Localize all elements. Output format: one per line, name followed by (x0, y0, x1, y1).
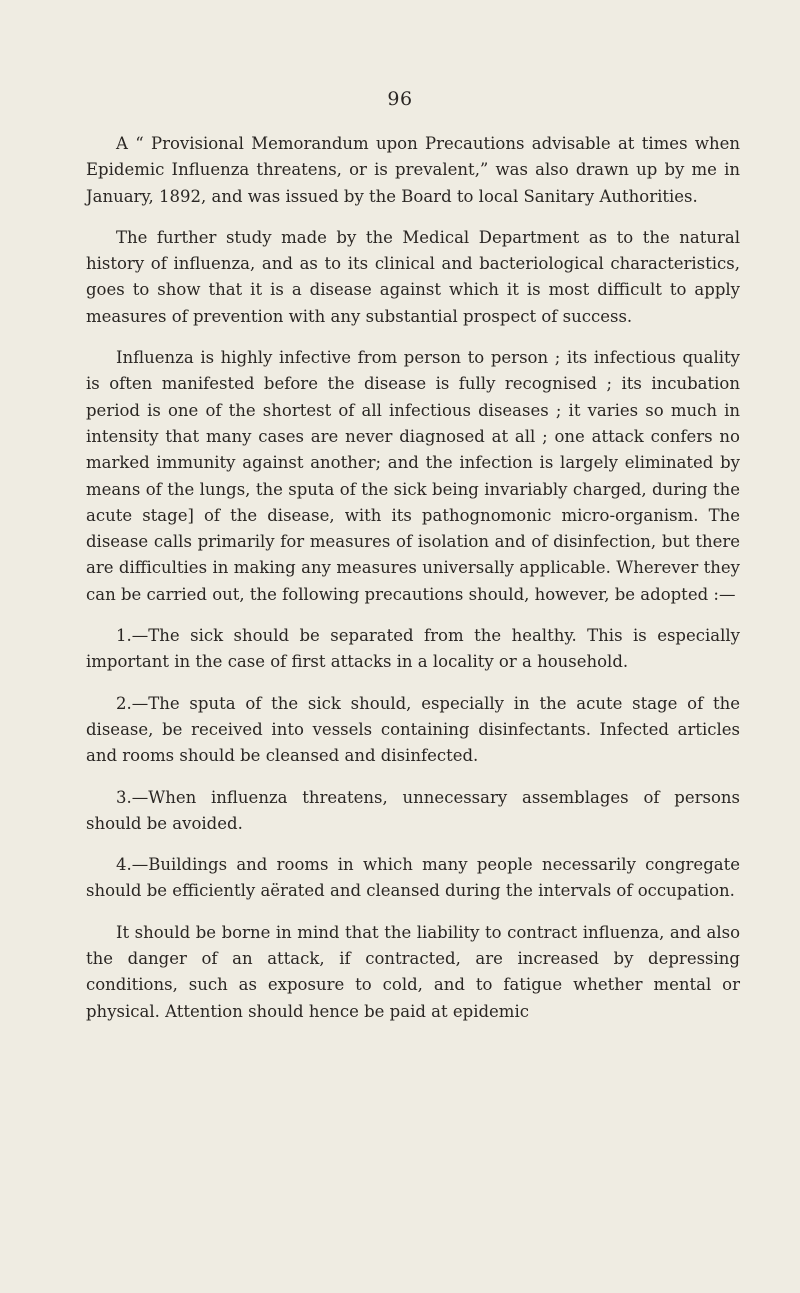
precaution-item-4: 4.—Buildings and rooms in which many people necessarily congregate should be efficiently aërated and cleansed during the intervals of occupation. (86, 855, 740, 901)
page-number: 96 (387, 88, 413, 110)
body-text (86, 131, 740, 1040)
paragraph-liability: It should be borne in mind that the liability to contract influenza, and also the danger of an attack, if contracted, are increased by depressing conditions, such as exposure to cold, and to fatigue whether mental or physical. Attention should hence be paid at epidemic (86, 922, 740, 1021)
precaution-item-3: 3.—When influenza threatens, unnecessary assemblages of persons should be avoided. (86, 787, 740, 833)
precaution-item-2: 2.—The sputa of the sick should, especially in the acute stage of the disease, be received into vessels containing disinfectants. Infected articles and rooms should be cleansed and disinfected. (86, 693, 740, 766)
precaution-item-1: 1.—The sick should be separated from the healthy. This is especially important in the case of first attacks in a locality or a household. (86, 626, 740, 672)
paragraph-influenza-infective: Influenza is highly infective from person to person ; its infectious quality is often manifested before the disease is fully recognised ; its incubation period is one of the shortest of all infectious diseases ; it varies so much in intensity that many cases are never diagnosed at all ; one attack confers no marked immunity against another; and the infection is largely eliminated by means of the lungs, the sputa of the sick being invariably charged, during the acute stage] of the disease, with its pathognomonic micro-organism. The disease calls primarily for measures of isolation and of disinfection, but there are difficulties in making any measures universally applicable. Wherever they can be carried out, the following precautions should, however, be adopted :— (86, 348, 740, 604)
paragraph-memorandum: A “ Provisional Memorandum upon Precautions advisable at times when Epidemic Influenza threatens, or is prevalent,” was also drawn up by me in January, 1892, and was issued by the Board to local Sanitary Authorities. (86, 134, 740, 206)
paragraph-further-study: The further study made by the Medical Department as to the natural history of influenza, and as to its clinical and bacteriological characteristics, goes to show that it is a disease against which it is most difficult to apply measures of prevention with any substantial prospect of success. (86, 227, 740, 326)
